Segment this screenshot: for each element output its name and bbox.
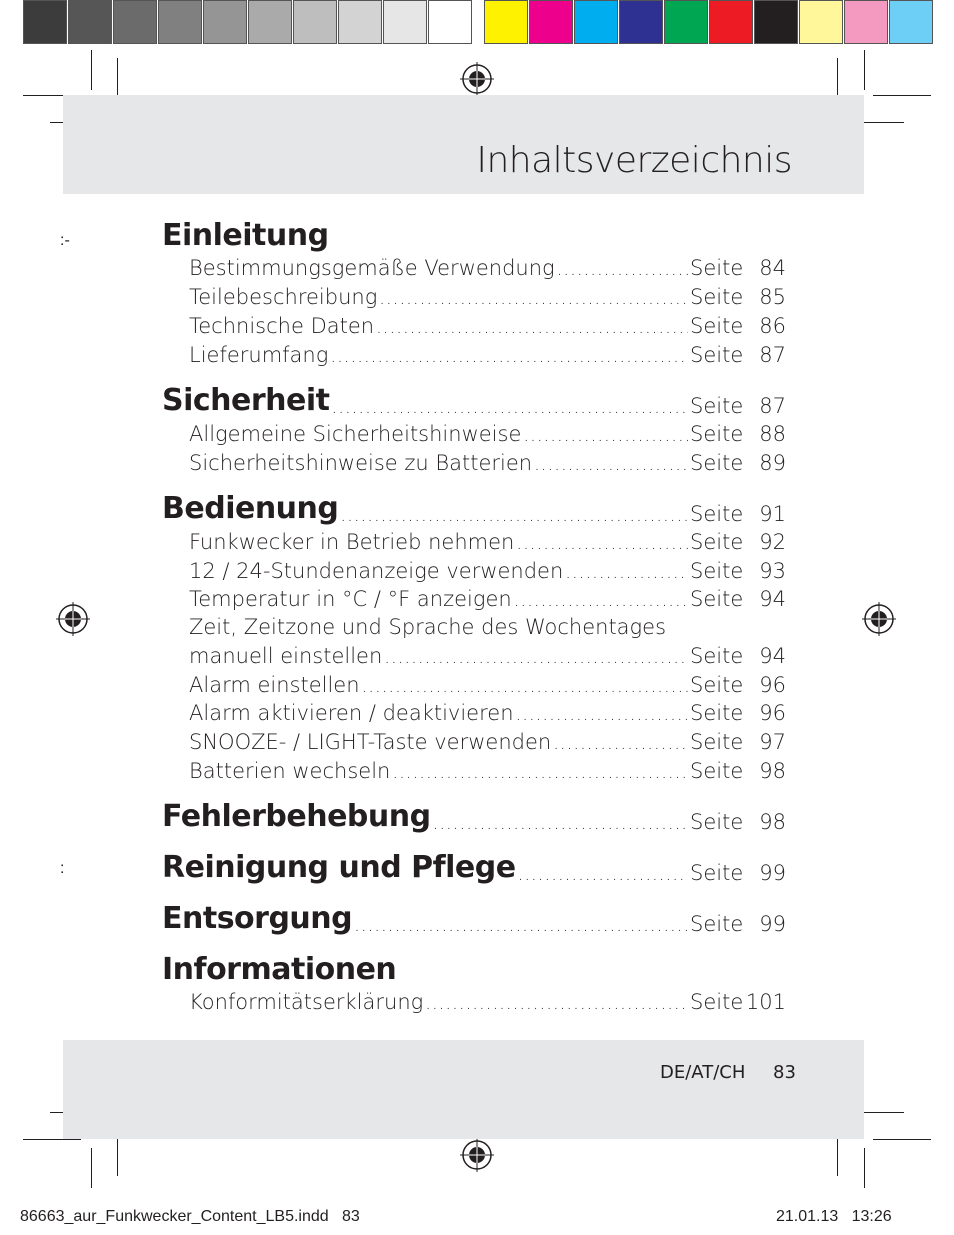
toc-entry-label: Bestimmungsgemäße Verwendung (189, 256, 555, 280)
section-heading: Einleitung (162, 218, 329, 253)
page-number: 96 (759, 701, 786, 725)
leader-dots (516, 533, 688, 554)
color-swatch (619, 0, 663, 44)
registration-mark-icon (460, 1138, 494, 1172)
section-heading: Informationen (162, 952, 397, 987)
toc-entry[interactable] (189, 728, 786, 754)
page-number: 99 (759, 861, 786, 885)
toc-entry-label: Konformitätserklärung (189, 990, 424, 1014)
leader-dots (340, 505, 688, 526)
gray-swatch (293, 0, 337, 44)
seite-label: Seite (690, 314, 744, 338)
page-number: 87 (759, 394, 786, 418)
footer-band (63, 1040, 864, 1139)
toc-entry-label: Teilebeschreibung (189, 285, 378, 309)
page-number: 84 (759, 256, 786, 280)
leader-dots (557, 259, 688, 280)
toc-section-entry[interactable] (162, 800, 786, 834)
section-heading: Bedienung (162, 491, 339, 526)
toc-section-entry[interactable] (162, 851, 786, 885)
seite-label: Seite (690, 502, 744, 526)
color-swatch (664, 0, 708, 44)
color-swatch (709, 0, 753, 44)
color-swatch (529, 0, 573, 44)
seite-label: Seite (690, 587, 744, 611)
registration-mark-icon (862, 602, 896, 636)
toc-entry-label: 12 / 24-Stundenanzeige verwenden (189, 559, 564, 583)
leader-dots (523, 425, 688, 446)
slug-filename: 86663_aur_Funkwecker_Content_LB5.indd 83 (20, 1208, 360, 1225)
page-number: 94 (759, 587, 786, 611)
footer-page-number: 83 (773, 1062, 796, 1083)
color-swatch (844, 0, 888, 44)
footer-language: DE/AT/CH (660, 1062, 746, 1083)
gray-swatch (203, 0, 247, 44)
crop-mark (873, 1139, 931, 1140)
side-mark: :- (60, 232, 70, 249)
seite-label: Seite (690, 422, 744, 446)
gray-swatch (383, 0, 427, 44)
seite-label: Seite (690, 912, 744, 936)
toc-entry[interactable] (189, 585, 786, 611)
seite-label: Seite (690, 861, 744, 885)
leader-dots (534, 454, 688, 475)
toc-entry[interactable] (189, 420, 786, 446)
leader-dots (330, 346, 688, 367)
page-number: 92 (759, 530, 786, 554)
toc-entry[interactable] (189, 699, 786, 725)
page-number: 87 (759, 343, 786, 367)
toc-entry-label: Alarm einstellen (189, 673, 360, 697)
color-swatch (484, 0, 528, 44)
registration-mark-icon (460, 62, 494, 96)
toc-entry-label: Funkwecker in Betrieb nehmen (189, 530, 515, 554)
gray-swatch (68, 0, 112, 44)
toc-entry-label: Zeit, Zeitzone und Sprache des Wochentages (189, 615, 667, 639)
toc-entry[interactable] (189, 341, 786, 367)
toc-entry[interactable] (189, 528, 786, 554)
toc-entry-label: Alarm aktivieren / deaktivieren (189, 701, 514, 725)
page-number: 98 (759, 759, 786, 783)
gray-swatch (113, 0, 157, 44)
toc-entry-label: Batterien wechseln (189, 759, 391, 783)
color-swatch (754, 0, 798, 44)
leader-dots (379, 288, 688, 309)
leader-dots (433, 813, 688, 834)
seite-label: Seite (690, 990, 744, 1014)
gray-swatch (428, 0, 472, 44)
page-number: 99 (759, 912, 786, 936)
toc-entry[interactable] (189, 254, 786, 280)
toc-section-entry[interactable] (162, 492, 786, 526)
page-number: 93 (759, 559, 786, 583)
leader-dots (553, 733, 688, 754)
page-number: 94 (759, 644, 786, 668)
leader-dots (514, 590, 688, 611)
process-color-bar (484, 0, 934, 46)
toc-entry-label: Technische Daten (189, 314, 375, 338)
toc-entry-label: Sicherheitshinweise zu Batterien (189, 451, 533, 475)
gray-swatch (338, 0, 382, 44)
toc-entry-label: SNOOZE- / LIGHT-Taste verwenden (189, 730, 552, 754)
seite-label: Seite (690, 810, 744, 834)
toc-entry-label: manuell einstellen (189, 644, 383, 668)
leader-dots (565, 562, 688, 583)
gray-swatch (158, 0, 202, 44)
toc-entry[interactable] (189, 557, 786, 583)
seite-label: Seite (690, 673, 744, 697)
seite-label: Seite (690, 256, 744, 280)
seite-label: Seite (690, 394, 744, 418)
color-swatch (574, 0, 618, 44)
color-swatch (889, 0, 933, 44)
color-swatch (799, 0, 843, 44)
seite-label: Seite (690, 451, 744, 475)
toc-entry[interactable] (189, 449, 786, 475)
crop-mark (91, 1148, 92, 1188)
page-number: 88 (759, 422, 786, 446)
toc-entry-label: Temperatur in °C / °F anzeigen (189, 587, 512, 611)
leader-dots (362, 676, 688, 697)
gray-swatch (23, 0, 67, 44)
slug-date: 21.01.13 13:26 (776, 1208, 892, 1225)
toc-entry[interactable] (189, 757, 786, 783)
seite-label: Seite (690, 730, 744, 754)
seite-label: Seite (690, 759, 744, 783)
toc-entry[interactable] (189, 988, 786, 1014)
leader-dots (392, 762, 688, 783)
toc-section-entry[interactable] (162, 384, 786, 418)
section-heading: Sicherheit (162, 383, 330, 418)
seite-label: Seite (690, 559, 744, 583)
toc-entry[interactable] (189, 671, 786, 697)
leader-dots (332, 397, 689, 418)
leader-dots (518, 864, 688, 885)
crop-mark (91, 50, 92, 90)
page-number: 86 (759, 314, 786, 338)
page-title: Inhaltsverzeichnis (476, 140, 792, 181)
page-number: 98 (759, 810, 786, 834)
registration-mark-icon (56, 602, 90, 636)
toc-entry-label: Lieferumfang (189, 343, 329, 367)
seite-label: Seite (690, 530, 744, 554)
gray-color-bar (23, 0, 473, 46)
leader-dots (384, 647, 688, 668)
seite-label: Seite (690, 285, 744, 309)
gray-swatch (248, 0, 292, 44)
page-number: 97 (759, 730, 786, 754)
crop-mark (864, 1148, 865, 1188)
page-number: 89 (759, 451, 786, 475)
page-number: 85 (759, 285, 786, 309)
seite-label: Seite (690, 644, 744, 668)
leader-dots (376, 317, 688, 338)
seite-label: Seite (690, 343, 744, 367)
toc-entry-label: Allgemeine Sicherheitshinweise (189, 422, 522, 446)
crop-mark (23, 1139, 81, 1140)
section-heading: Entsorgung (162, 901, 353, 936)
seite-label: Seite (690, 701, 744, 725)
crop-mark (873, 95, 931, 96)
toc-section-entry[interactable] (162, 902, 786, 936)
toc-entry[interactable] (189, 283, 786, 309)
page-number: 91 (759, 502, 786, 526)
page-number: 101 (745, 990, 786, 1014)
leader-dots (354, 915, 688, 936)
leader-dots (425, 993, 688, 1014)
side-mark: : (60, 860, 65, 877)
toc-entry[interactable] (189, 312, 786, 338)
toc-entry[interactable] (189, 642, 786, 668)
page-number: 96 (759, 673, 786, 697)
leader-dots (516, 704, 688, 725)
section-heading: Fehlerbehebung (162, 799, 431, 834)
crop-mark (864, 50, 865, 90)
section-heading: Reinigung und Pflege (162, 850, 516, 885)
